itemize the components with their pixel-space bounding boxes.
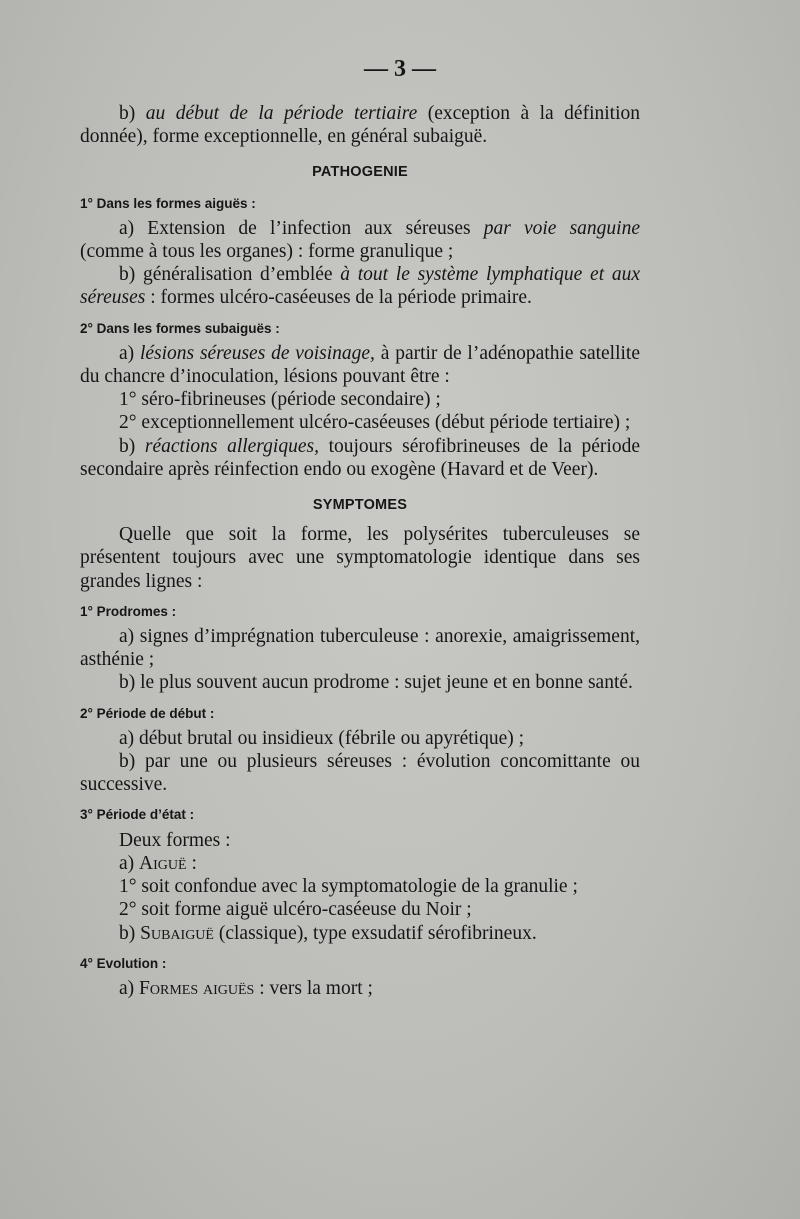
text-run: a) Extension de l’infection aux séreuses bbox=[119, 217, 484, 239]
text-run: 1° soit confondue avec la symptomatologie de la granulie ; bbox=[119, 876, 578, 898]
text-run: b) bbox=[119, 103, 146, 124]
paragraph bbox=[80, 342, 640, 388]
page-body bbox=[80, 102, 640, 1000]
subsection-heading: 4° Evolution : bbox=[80, 955, 167, 971]
italic-text: au début de la période tertiaire bbox=[145, 103, 418, 124]
text-run: : vers la mort ; bbox=[254, 977, 373, 999]
text-run: 2° soit forme aiguë ulcéro-caséeuse du Noir ; bbox=[119, 899, 472, 921]
paragraph bbox=[80, 263, 640, 309]
paragraph bbox=[80, 411, 640, 434]
page-number: — 3 — bbox=[364, 56, 436, 82]
paragraph bbox=[80, 625, 640, 671]
paragraph bbox=[80, 523, 640, 593]
subsection-heading: 1° Dans les formes aiguës : bbox=[80, 195, 256, 211]
paragraph bbox=[80, 102, 640, 148]
text-run: b) généralisation d’emblée bbox=[119, 264, 341, 286]
italic-text: à tout le système lymphatique et aux séreuses bbox=[80, 264, 640, 309]
text-run: (exception à la définition donnée), forme exceptionnelle, en général subaiguë. bbox=[80, 103, 640, 148]
text-run: 1° séro-fibrineuses (période secondaire) ; bbox=[119, 389, 441, 411]
subsection-heading: 2° Dans les formes subaiguës : bbox=[80, 320, 280, 336]
text-run: Deux formes : bbox=[119, 829, 231, 851]
text-run: a) début brutal ou insidieux (fébrile ou apyrétique) ; bbox=[119, 727, 525, 749]
text-run: b) par une ou plusieurs séreuses : évolution concomittante ou successive. bbox=[80, 751, 640, 796]
paragraph bbox=[80, 898, 640, 921]
paragraph bbox=[80, 829, 640, 852]
text-run: : formes ulcéro-caséeuses de la période primaire. bbox=[145, 287, 532, 309]
paragraph bbox=[80, 922, 640, 945]
small-caps-text: Aiguë bbox=[139, 852, 187, 874]
small-caps-text: Subaiguë bbox=[140, 922, 214, 944]
paragraph bbox=[80, 852, 640, 875]
text-run: à partir de l’adénopathie satellite du chancre d’inoculation, lésions pouvant être : bbox=[80, 342, 640, 388]
text-run: Quelle que soit la forme, les polysérites tuberculeuses se présentent toujours avec une symptomatologie identique dans ses grandes lignes : bbox=[80, 524, 640, 592]
text-run: a) bbox=[119, 342, 140, 364]
text-run: (classique), type exsudatif sérofibrineux. bbox=[213, 922, 537, 944]
section-heading: PATHOGENIE bbox=[312, 164, 408, 181]
text-run: b) bbox=[119, 435, 145, 457]
subsection-heading: 3° Période d’état : bbox=[80, 807, 195, 823]
subsection-heading: 1° Prodromes : bbox=[80, 603, 177, 619]
text-run: b) le plus souvent aucun prodrome : sujet jeune et en bonne santé. bbox=[119, 672, 633, 694]
italic-text: par voie sanguine bbox=[483, 217, 640, 239]
text-run: a) bbox=[119, 852, 140, 874]
italic-text: réactions allergiques, bbox=[144, 435, 319, 457]
text-run: (comme à tous les organes) : forme granulique ; bbox=[80, 241, 454, 263]
paragraph bbox=[80, 750, 640, 796]
text-run: toujours sérofibrineuses de la période secondaire après réinfection endo ou exogène (Havard et de Veer). bbox=[80, 435, 640, 480]
text-run: b) bbox=[119, 922, 141, 944]
paragraph bbox=[80, 388, 640, 411]
paragraph bbox=[80, 671, 640, 694]
text-run: 2° exceptionnellement ulcéro-caséeuses (début période tertiaire) ; bbox=[119, 412, 631, 434]
text-run: a) signes d’imprégnation tuberculeuse : anorexie, amaigrissement, asthénie ; bbox=[80, 626, 640, 671]
subsection-heading: 2° Période de début : bbox=[80, 705, 215, 721]
italic-text: lésions séreuses de voisinage, bbox=[139, 342, 375, 364]
text-run: a) bbox=[119, 977, 140, 999]
paragraph bbox=[80, 727, 640, 750]
paragraph bbox=[80, 435, 640, 481]
section-heading: SYMPTOMES bbox=[312, 497, 408, 514]
text-run: : bbox=[186, 852, 197, 874]
paragraph bbox=[80, 217, 640, 263]
paragraph bbox=[80, 875, 640, 898]
small-caps-text: Formes aiguës bbox=[139, 977, 255, 999]
paragraph bbox=[80, 977, 640, 1000]
